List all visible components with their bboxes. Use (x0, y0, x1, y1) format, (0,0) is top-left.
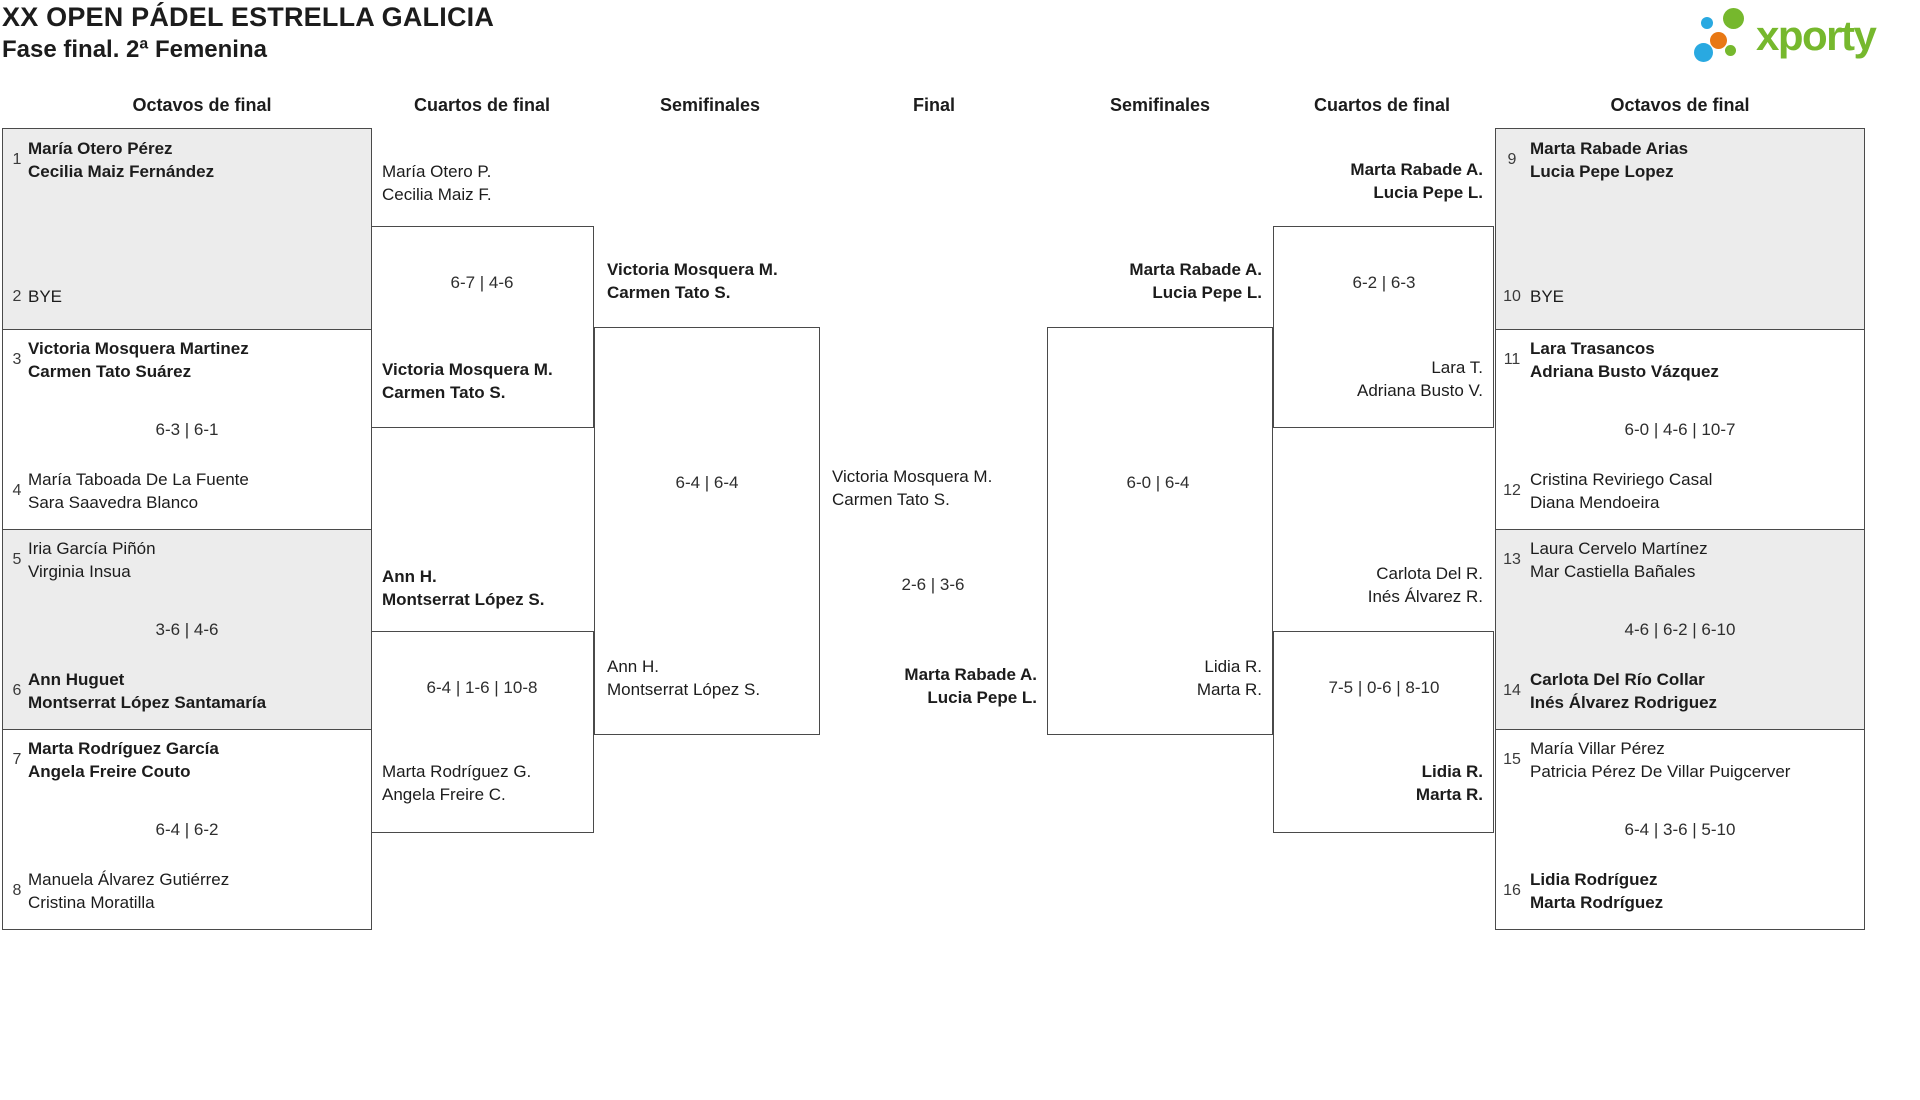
team-name: Mar Castiella Bañales (1530, 562, 1696, 581)
seed-number: 13 (1503, 551, 1521, 568)
round-header-octavos-left: Octavos de final (132, 95, 272, 115)
round-header-cuartos-left: Cuartos de final (413, 95, 551, 115)
match-score: 6-0 | 4-6 | 10-7 (1624, 420, 1736, 439)
team-name: Marta Rodríguez (1530, 893, 1664, 912)
team-name: Angela Freire C. (382, 785, 506, 804)
team-name: Carmen Tato Suárez (28, 362, 192, 381)
match-score: 4-6 | 6-2 | 6-10 (1624, 620, 1736, 639)
round-header-semis-right: Semifinales (1109, 95, 1211, 115)
seed-number: 4 (12, 482, 22, 499)
team-name: Montserrat López S. (382, 590, 545, 609)
team-name: Marta Rabade A. (904, 665, 1037, 684)
team-name: Cristina Reviriego Casal (1530, 470, 1713, 489)
seed-number: 10 (1503, 288, 1521, 305)
team-name: Victoria Mosquera Martinez (28, 339, 249, 358)
logo-dot-orange (1710, 32, 1727, 49)
octavos-left-box (2, 128, 372, 930)
page-subtitle: Fase final. 2ª Femenina (2, 36, 267, 63)
team-name: Lucia Pepe L. (1373, 183, 1483, 202)
seed-number: 11 (1503, 351, 1521, 368)
team-name: Lara Trasancos (1530, 339, 1655, 358)
team-name: Patricia Pérez De Villar Puigcerver (1530, 762, 1791, 781)
team-name: Victoria Mosquera M. (607, 260, 778, 279)
match-score: 6-0 | 6-4 (1126, 473, 1190, 492)
team-name: Lara T. (1431, 358, 1483, 377)
logo-dot-blue-small (1701, 17, 1713, 29)
team-name: Lucia Pepe L. (927, 688, 1037, 707)
team-name: Laura Cervelo Martínez (1530, 539, 1708, 558)
team-name: Victoria Mosquera M. (832, 467, 993, 486)
team-name: Virginia Insua (28, 562, 131, 581)
seed-number: 5 (12, 551, 22, 568)
xporty-logo[interactable] (1690, 2, 1920, 74)
team-name: María Villar Pérez (1530, 739, 1665, 758)
team-name: Cristina Moratilla (28, 893, 155, 912)
seed-number: 2 (12, 288, 22, 305)
match-score: 6-7 | 4-6 (450, 273, 514, 292)
team-name: Ann Huguet (28, 670, 125, 689)
seed-number: 9 (1507, 151, 1517, 168)
team-name: Lidia R. (1421, 762, 1483, 781)
team-name: Lucia Pepe L. (1152, 283, 1262, 302)
team-name: María Otero P. (382, 162, 492, 181)
team-name: María Otero Pérez (28, 139, 173, 158)
logo-dot-blue-large (1694, 43, 1713, 62)
team-name: Victoria Mosquera M. (382, 360, 553, 379)
team-name: Adriana Busto V. (1356, 381, 1483, 400)
team-name: Angela Freire Couto (28, 762, 191, 781)
team-name: Manuela Álvarez Gutiérrez (28, 870, 230, 889)
team-name: BYE (28, 287, 63, 306)
seed-number: 12 (1503, 482, 1521, 499)
logo-wordmark: xporty (1756, 12, 1876, 59)
seed-number: 16 (1503, 882, 1521, 899)
team-name: Marta R. (1415, 785, 1483, 804)
team-name: BYE (1530, 287, 1565, 306)
team-name: Carmen Tato S. (832, 490, 950, 509)
seed-number: 8 (12, 882, 22, 899)
team-name: Sara Saavedra Blanco (28, 493, 199, 512)
seed-number: 6 (12, 682, 22, 699)
match-score: 6-3 | 6-1 (155, 420, 219, 439)
team-name: Carmen Tato S. (382, 383, 506, 402)
seed-number: 7 (12, 751, 22, 768)
team-name: Lidia Rodríguez (1530, 870, 1658, 889)
team-name: Adriana Busto Vázquez (1530, 362, 1719, 381)
team-name: Montserrat López S. (607, 680, 761, 699)
team-name: Cecilia Maiz F. (382, 185, 492, 204)
team-name: Iria García Piñón (28, 539, 156, 558)
team-name: Inés Álvarez R. (1367, 587, 1483, 606)
team-name: Diana Mendoeira (1530, 493, 1660, 512)
team-name: Cecilia Maiz Fernández (28, 162, 215, 181)
team-name: Montserrat López Santamaría (28, 693, 267, 712)
match-score: 6-4 | 6-4 (675, 473, 739, 492)
match-score: 2-6 | 3-6 (901, 575, 965, 594)
match-score: 7-5 | 0-6 | 8-10 (1328, 678, 1440, 697)
logo-dot-green-small (1725, 45, 1736, 56)
team-name: Lidia R. (1204, 657, 1262, 676)
team-name: Ann H. (607, 657, 659, 676)
team-name: Marta Rodríguez García (28, 739, 219, 758)
round-header-cuartos-right: Cuartos de final (1313, 95, 1451, 115)
seed-number: 3 (12, 351, 22, 368)
logo-dot-green-large (1723, 8, 1744, 29)
team-name: Carlota Del Río Collar (1530, 670, 1705, 689)
match-score: 3-6 | 4-6 (155, 620, 219, 639)
team-name: Marta Rabade A. (1129, 260, 1262, 279)
team-name: Inés Álvarez Rodriguez (1530, 693, 1718, 712)
round-header-octavos-right: Octavos de final (1610, 95, 1750, 115)
seed-number: 14 (1503, 682, 1521, 699)
team-name: Marta R. (1196, 680, 1262, 699)
seed-number: 1 (12, 151, 22, 168)
round-header-final: Final (912, 95, 956, 115)
team-name: Lucia Pepe Lopez (1530, 162, 1674, 181)
team-name: Ann H. (382, 567, 437, 586)
page-title: XX OPEN PÁDEL ESTRELLA GALICIA (2, 2, 495, 32)
round-header-semis-left: Semifinales (659, 95, 761, 115)
seed-number: 15 (1503, 751, 1521, 768)
match-score: 6-2 | 6-3 (1352, 273, 1416, 292)
match-score: 6-4 | 1-6 | 10-8 (426, 678, 538, 697)
match-score: 6-4 | 6-2 (155, 820, 219, 839)
team-name: Marta Rabade Arias (1530, 139, 1689, 158)
team-name: Carmen Tato S. (607, 283, 731, 302)
team-name: Marta Rodríguez G. (382, 762, 532, 781)
match-score: 6-4 | 3-6 | 5-10 (1624, 820, 1736, 839)
team-name: María Taboada De La Fuente (28, 470, 249, 489)
team-name: Marta Rabade A. (1350, 160, 1483, 179)
octavos-right-box (1495, 128, 1865, 930)
team-name: Carlota Del R. (1376, 564, 1483, 583)
